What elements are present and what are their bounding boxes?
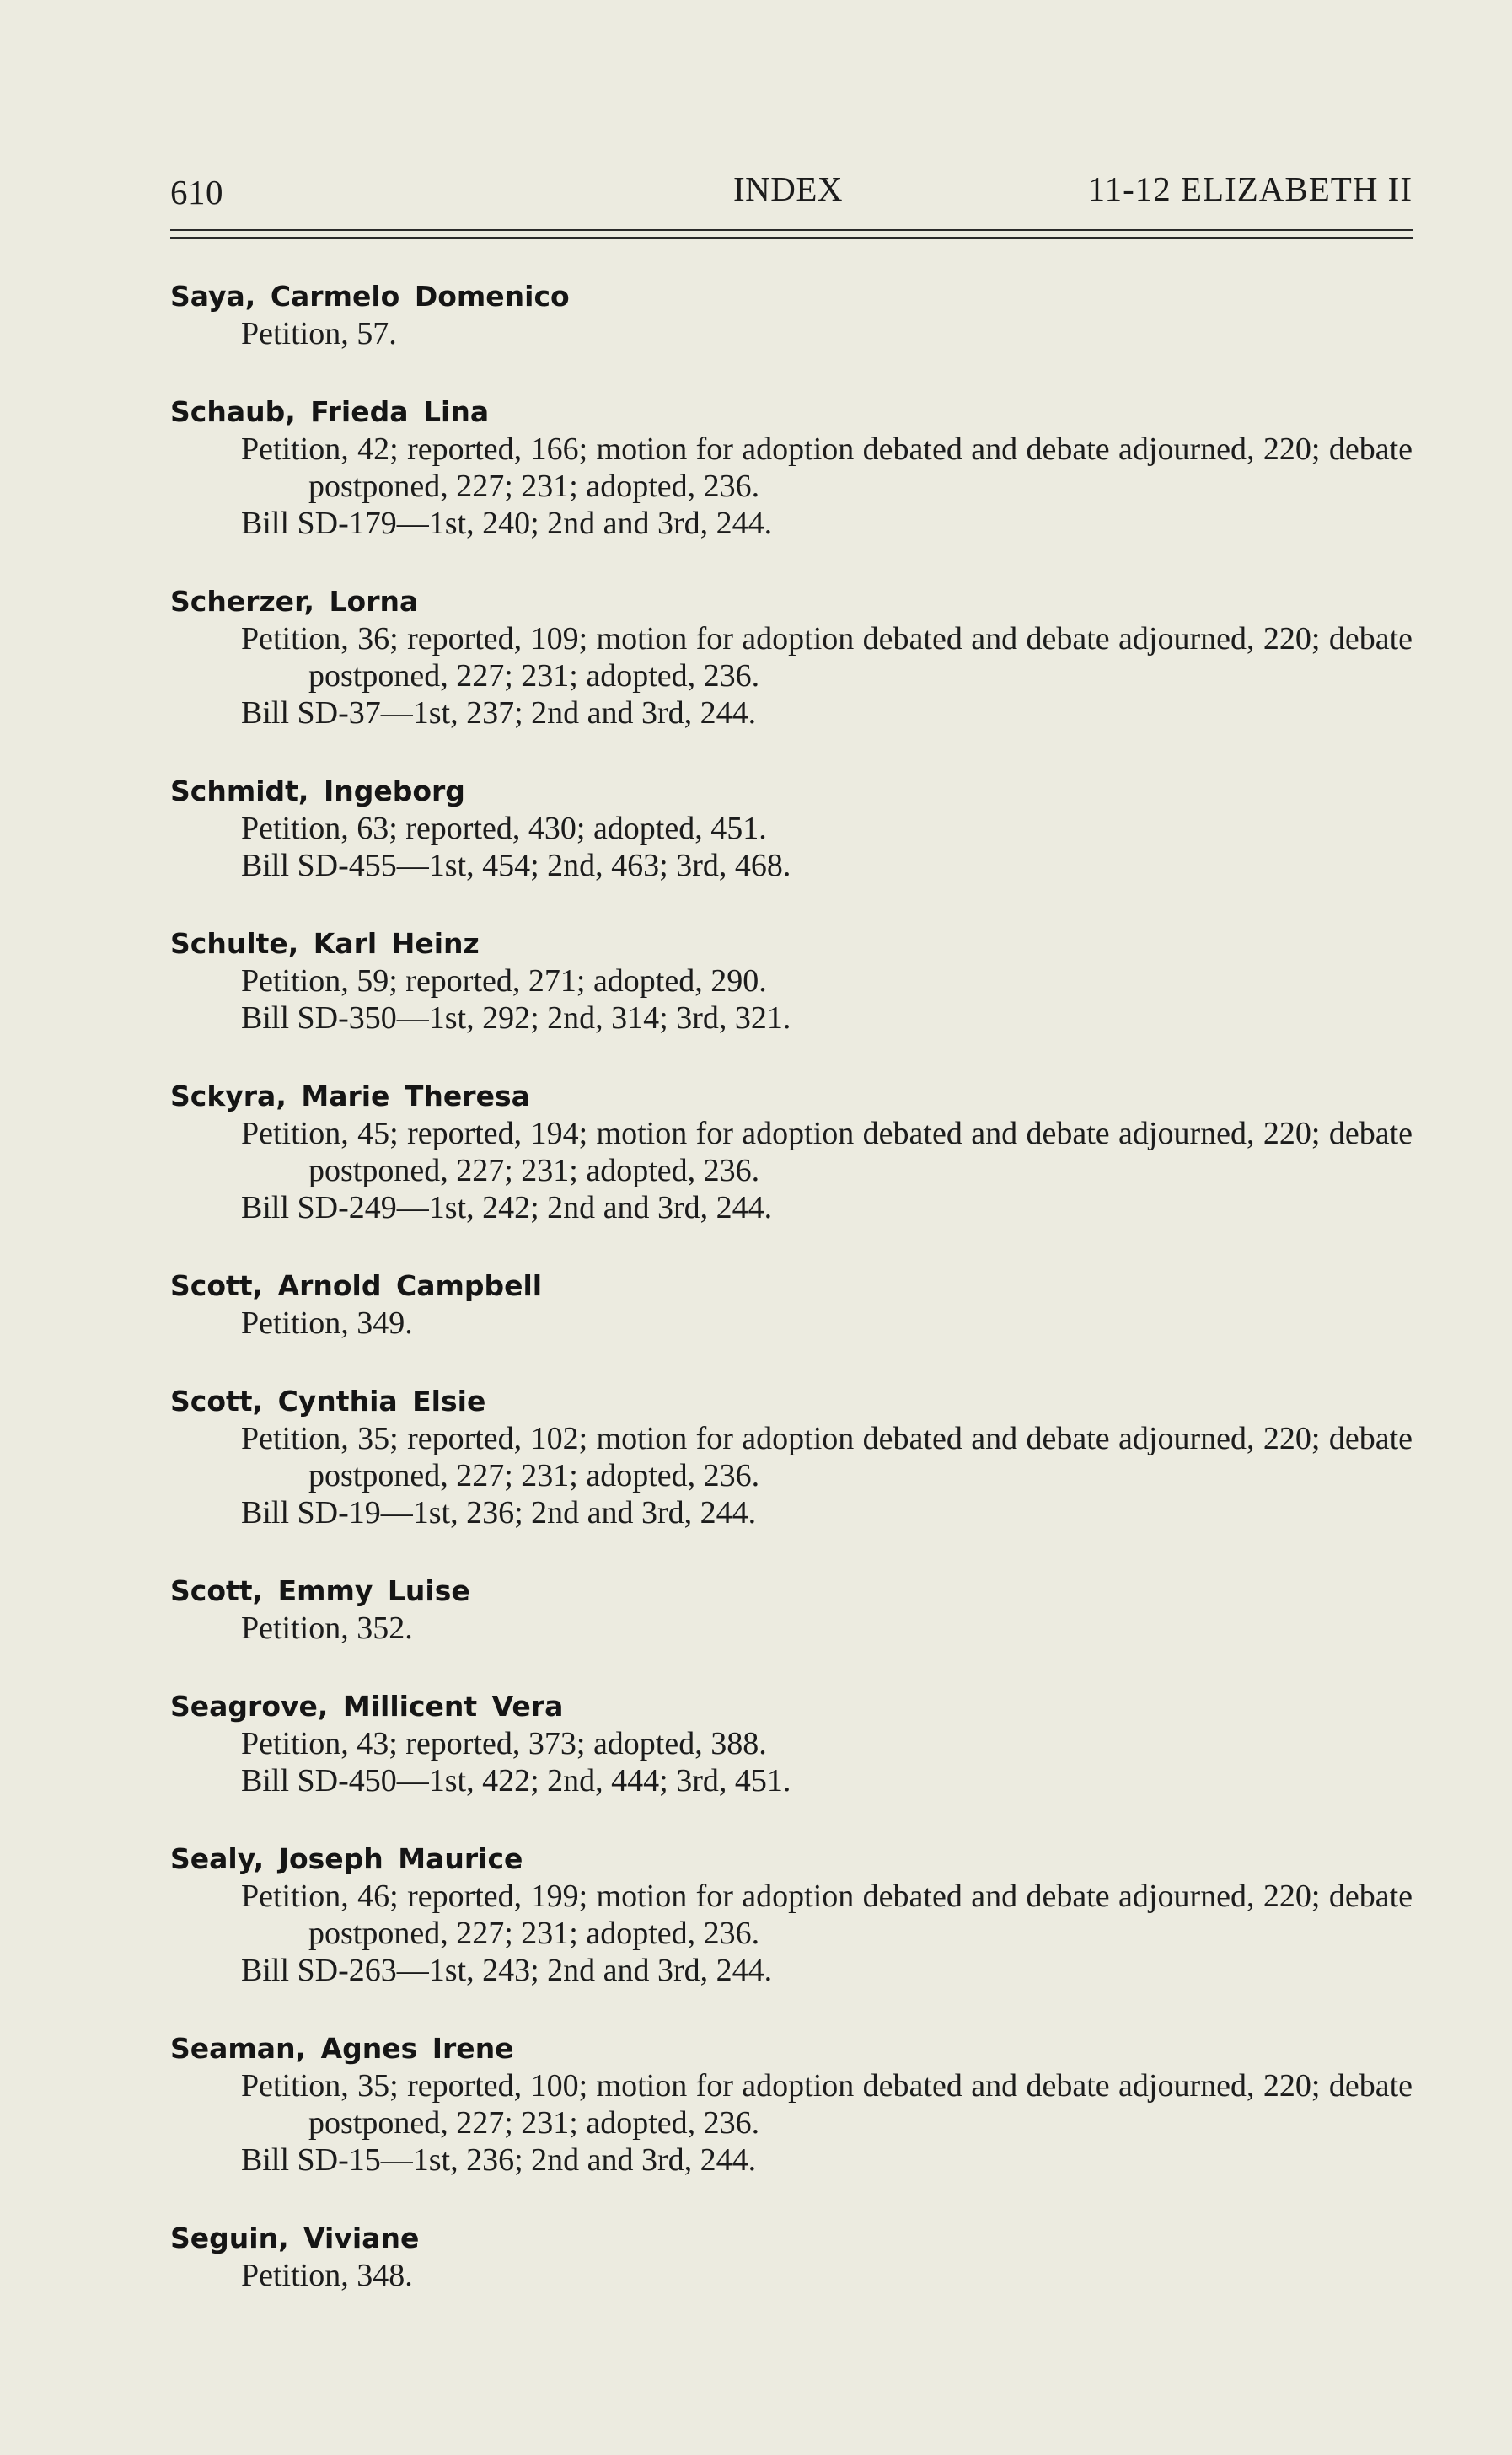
entry-name: Seagrove, Millicent Vera (170, 1690, 564, 1723)
entry-name: Schmidt, Ingeborg (170, 775, 465, 807)
index-entry (170, 583, 1413, 732)
entry-line: Petition, 352. (241, 1611, 413, 1646)
entry-name: Scott, Cynthia Elsie (170, 1385, 486, 1418)
entry-line: Petition, 45; reported, 194; motion for adoption debated and debate adjourned, 220; debate postponed, 227; 231; adopted, 236. (241, 1116, 1413, 1188)
entry-name: Sealy, Joseph Maurice (170, 1842, 523, 1875)
entry-name: Scott, Emmy Luise (170, 1574, 470, 1607)
entry-line: Petition, 348. (241, 2258, 413, 2293)
index-entry (170, 1268, 1413, 1342)
header-rule-bottom (170, 237, 1413, 239)
entry-line: Bill SD-263—1st, 243; 2nd and 3rd, 244. (241, 1953, 773, 1988)
index-entry (170, 1078, 1413, 1226)
index-entry (170, 2220, 1413, 2294)
entry-line: Petition, 36; reported, 109; motion for adoption debated and debate adjourned, 220; debate postponed, 227; 231; adopted, 236. (241, 621, 1413, 694)
index-entry (170, 1573, 1413, 1647)
entry-line: Petition, 59; reported, 271; adopted, 290. (241, 963, 767, 999)
page-number: 610 (170, 173, 223, 212)
entry-line: Petition, 57. (241, 316, 397, 351)
entry-line: Bill SD-450—1st, 422; 2nd, 444; 3rd, 451. (241, 1763, 791, 1798)
entry-line: Bill SD-37—1st, 237; 2nd and 3rd, 244. (241, 695, 757, 731)
entry-line: Petition, 349. (241, 1305, 413, 1341)
index-entry (170, 2030, 1413, 2179)
entry-line: Bill SD-179—1st, 240; 2nd and 3rd, 244. (241, 506, 773, 541)
entry-name: Schulte, Karl Heinz (170, 927, 480, 960)
entry-name: Scott, Arnold Campbell (170, 1269, 543, 1302)
section-title: INDEX (733, 169, 844, 208)
index-entry (170, 1688, 1413, 1799)
index-entry (170, 1841, 1413, 1989)
entry-line: Bill SD-455—1st, 454; 2nd, 463; 3rd, 468. (241, 848, 791, 883)
entry-name: Seguin, Viviane (170, 2222, 420, 2254)
index-entries (170, 278, 1413, 2335)
entry-name: Schaub, Frieda Lina (170, 395, 490, 428)
entry-line: Bill SD-15—1st, 236; 2nd and 3rd, 244. (241, 2142, 757, 2178)
entry-line: Petition, 35; reported, 100; motion for adoption debated and debate adjourned, 220; debate postponed, 227; 231; adopted, 236. (241, 2068, 1413, 2141)
entry-line: Petition, 46; reported, 199; motion for adoption debated and debate adjourned, 220; debate postponed, 227; 231; adopted, 236. (241, 1879, 1413, 1951)
entry-line: Petition, 42; reported, 166; motion for adoption debated and debate adjourned, 220; debate postponed, 227; 231; adopted, 236. (241, 432, 1413, 504)
index-entry (170, 278, 1413, 352)
running-head (170, 169, 1413, 219)
regnal-year: 11-12 ELIZABETH II (1087, 169, 1413, 208)
index-entry (170, 925, 1413, 1037)
entry-line: Petition, 63; reported, 430; adopted, 451. (241, 811, 767, 846)
entry-name: Sckyra, Marie Theresa (170, 1080, 530, 1112)
entry-line: Petition, 35; reported, 102; motion for adoption debated and debate adjourned, 220; debate postponed, 227; 231; adopted, 236. (241, 1421, 1413, 1493)
entry-name: Saya, Carmelo Domenico (170, 280, 570, 313)
header-rule-top (170, 229, 1413, 231)
index-entry (170, 773, 1413, 884)
index-entry (170, 394, 1413, 542)
entry-name: Scherzer, Lorna (170, 585, 419, 618)
entry-line: Bill SD-350—1st, 292; 2nd, 314; 3rd, 321. (241, 1000, 791, 1036)
entry-line: Bill SD-19—1st, 236; 2nd and 3rd, 244. (241, 1495, 757, 1530)
entry-line: Petition, 43; reported, 373; adopted, 388. (241, 1726, 767, 1761)
index-entry (170, 1383, 1413, 1531)
entry-line: Bill SD-249—1st, 242; 2nd and 3rd, 244. (241, 1190, 773, 1225)
entry-name: Seaman, Agnes Irene (170, 2032, 514, 2065)
